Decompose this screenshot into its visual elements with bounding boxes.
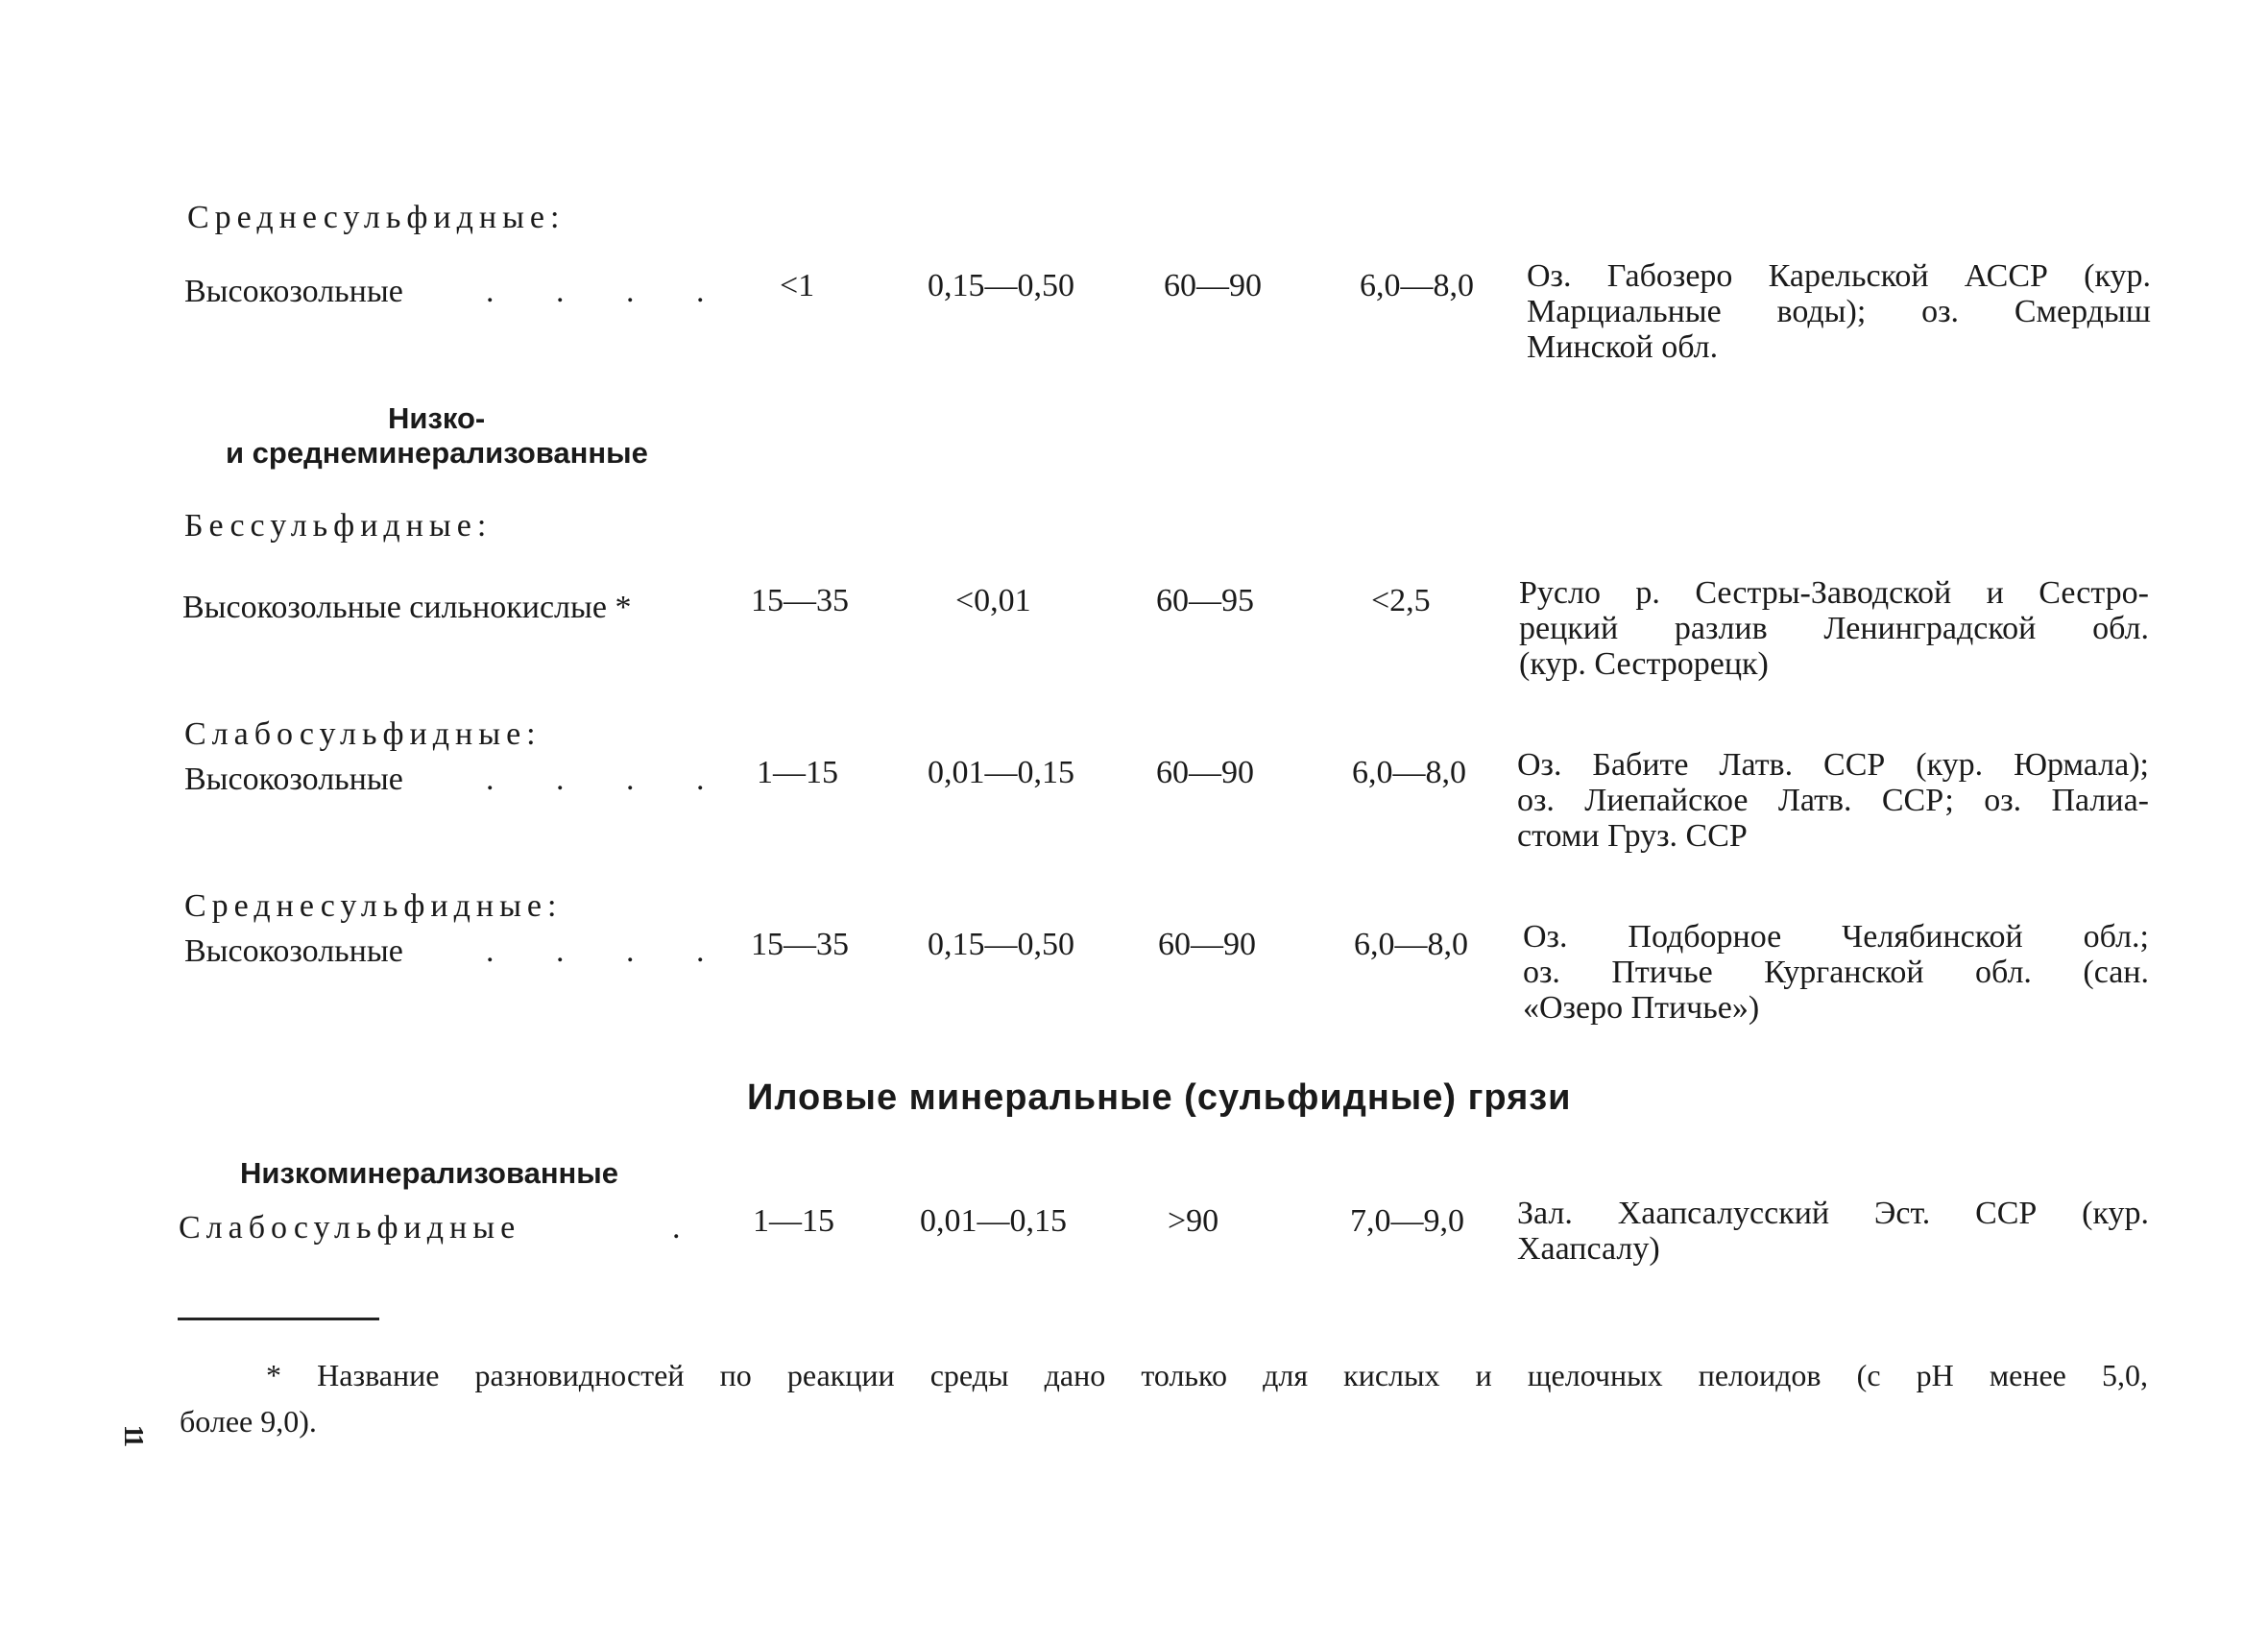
description-line: Зал. Хаапсалусский Эст. ССР (кур.: [1517, 1196, 2149, 1231]
cell-value-c2: 0,15—0,50: [928, 268, 1074, 303]
row-name: Высокозольные: [184, 762, 403, 797]
leader-dots: . . . .: [486, 274, 732, 309]
leader-dots: . . . .: [486, 762, 732, 797]
footnote-line: более 9,0).: [180, 1404, 317, 1439]
footnote-line: * Название разновидностей по реакции среды дано только для кислых и щелочных пелоидов (с pH менее 5,0,: [266, 1358, 2148, 1392]
description-line: Русло р. Сестры-Заводской и Сестро-: [1519, 575, 2149, 611]
cell-value-c3: 60—95: [1156, 583, 1254, 618]
row-description: [1517, 1196, 2149, 1267]
group-label-medium-sulfide-2: Среднесульфидные:: [184, 888, 563, 924]
row-name: Высокозольные: [184, 274, 403, 309]
cell-value-c4: 6,0—8,0: [1352, 755, 1466, 790]
cell-value-c1: 15—35: [751, 927, 849, 962]
section-header-low-mid-line2: и среднеминерализованные: [226, 436, 648, 470]
section-title-silt-mud: Иловые минеральные (сульфидные) грязи: [747, 1077, 1572, 1118]
group-label-low-sulfide: Слабосульфидные:: [184, 716, 542, 752]
description-line: Марциальные воды); оз. Смердыш: [1527, 294, 2151, 329]
page-number: 11: [118, 1424, 149, 1445]
cell-value-c2: 0,01—0,15: [928, 755, 1074, 790]
group-label-medium-sulfide-1: Среднесульфидные:: [187, 200, 566, 235]
cell-value-c2: 0,01—0,15: [920, 1203, 1067, 1239]
row-description: [1527, 258, 2151, 365]
description-line: оз. Птичье Курганской обл. (сан.: [1523, 955, 2149, 990]
cell-value-c3: >90: [1168, 1203, 1219, 1239]
description-line: «Озеро Птичье»): [1523, 990, 1760, 1026]
cell-value-c2: <0,01: [955, 583, 1031, 618]
section-header-low-mineral: Низкоминерализованные: [240, 1156, 618, 1190]
description-line: Хаапсалу): [1517, 1231, 1660, 1267]
leader-dots: .: [672, 1210, 681, 1246]
cell-value-c1: <1: [780, 268, 815, 303]
footnote-divider: [178, 1318, 379, 1320]
footnote: [180, 1352, 2148, 1444]
section-header-low-mid-line1: Низко-: [388, 401, 486, 435]
cell-value-c1: 1—15: [753, 1203, 834, 1239]
cell-value-c1: 15—35: [751, 583, 849, 618]
description-line: Оз. Подборное Челябинской обл.;: [1523, 919, 2149, 955]
description-line: оз. Лиепайское Латв. ССР; оз. Палиа-: [1517, 783, 2149, 818]
row-name: Высокозольные: [184, 933, 403, 969]
description-line: (кур. Сестрорецк): [1519, 646, 1769, 682]
cell-value-c3: 60—90: [1158, 927, 1256, 962]
row-description: [1519, 575, 2149, 682]
description-line: Оз. Габозеро Карельской АССР (кур.: [1527, 258, 2151, 294]
cell-value-c4: 7,0—9,0: [1350, 1203, 1464, 1239]
description-line: стоми Груз. ССР: [1517, 818, 1748, 854]
cell-value-c4: 6,0—8,0: [1360, 268, 1474, 303]
cell-value-c2: 0,15—0,50: [928, 927, 1074, 962]
group-label-sulfide-free: Бессульфидные:: [184, 508, 493, 544]
leader-dots: . . . .: [486, 933, 732, 969]
row-description: [1517, 747, 2149, 854]
cell-value-c1: 1—15: [757, 755, 838, 790]
cell-value-c3: 60—90: [1164, 268, 1262, 303]
row-description: [1523, 919, 2149, 1026]
row-name: Высокозольные сильнокислые *: [182, 590, 632, 625]
description-line: Оз. Бабите Латв. ССР (кур. Юрмала);: [1517, 747, 2149, 783]
cell-value-c4: 6,0—8,0: [1354, 927, 1468, 962]
description-line: Минской обл.: [1527, 329, 1719, 365]
cell-value-c4: <2,5: [1371, 583, 1431, 618]
description-line: рецкий разлив Ленинградской обл.: [1519, 611, 2149, 646]
cell-value-c3: 60—90: [1156, 755, 1254, 790]
row-name: Слабосульфидные: [179, 1210, 521, 1246]
